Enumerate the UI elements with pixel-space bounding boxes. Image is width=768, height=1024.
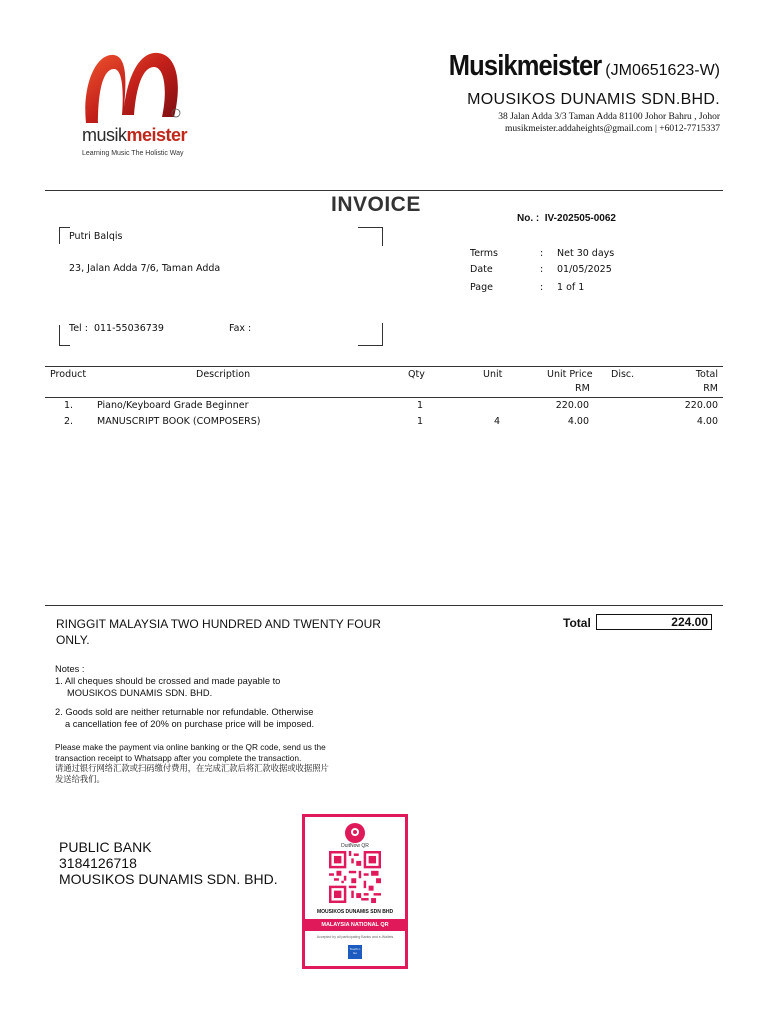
- amount-in-words: RINGGIT MALAYSIA TWO HUNDRED AND TWENTY FOUR ONLY.: [56, 617, 381, 647]
- qr-banner: MALAYSIA NATIONAL QR: [305, 919, 405, 931]
- qr-code-icon: [329, 851, 381, 903]
- meta-page-value: 1 of 1: [557, 282, 585, 293]
- bank-name: PUBLIC BANK: [59, 839, 152, 855]
- meta-date-label: Date: [470, 264, 493, 275]
- row-description: MANUSCRIPT BOOK (COMPOSERS): [97, 416, 261, 427]
- meta-terms-sep: :: [540, 248, 544, 259]
- col-header-unit-price: Unit Price: [547, 369, 593, 380]
- company-address-block: [498, 111, 720, 135]
- payment-instructions: Please make the payment via online banking or the QR code, send us the transaction receipt to Whatsapp after you complete the transaction. 请通过银行网络汇款或扫码缴付费用，在完成汇款后将汇款收据或收据照片 发送给我们。: [55, 742, 329, 784]
- table-header-divider: [45, 397, 723, 398]
- row-total: 4.00: [696, 416, 718, 427]
- company-contact: musikmeister.addaheights@gmail.com | +6012-7715337: [505, 124, 720, 134]
- col-header-total: Total: [695, 369, 718, 380]
- note-1: 1. All cheques should be crossed and made payable to: [55, 676, 281, 686]
- qr-fine-print: Accepted by all participating Banks and e-Wallets: [316, 935, 394, 939]
- bank-account: 3184126718: [59, 855, 137, 871]
- table-top-divider: [45, 366, 723, 367]
- col-header-description: Description: [196, 369, 251, 380]
- bank-holder: MOUSIKOS DUNAMIS SDN. BHD.: [59, 871, 278, 887]
- notes-title: Notes :: [55, 664, 85, 674]
- customer-address: 23, Jalan Adda 7/6, Taman Adda: [69, 263, 221, 274]
- meta-terms-value: Net 30 days: [557, 248, 615, 259]
- col-header-qty: Qty: [408, 369, 425, 380]
- col-header-unit-price-currency: RM: [575, 383, 590, 394]
- row-qty: 1: [417, 416, 424, 427]
- invoice-number: No. : IV-202505-0062: [517, 213, 616, 224]
- col-header-total-currency: RM: [703, 383, 718, 394]
- note-2-cont: a cancellation fee of 20% on purchase price will be imposed.: [65, 719, 315, 729]
- summary-divider: [45, 605, 723, 606]
- row-number: 1.: [64, 400, 74, 411]
- row-description: Piano/Keyboard Grade Beginner: [97, 400, 249, 411]
- notes-block: [55, 663, 314, 730]
- note-2: 2. Goods sold are neither returnable nor refundable. Otherwise: [55, 707, 314, 717]
- logo-tagline: Learning Music The Holistic Way: [82, 150, 184, 157]
- logo-wordmark: musikmeister: [82, 125, 188, 145]
- header-divider: [45, 190, 723, 191]
- qr-merchant-name: MOUSIKOS DUNAMIS SDN BHD: [316, 909, 394, 915]
- company-logo: [78, 45, 198, 163]
- row-unit-price: 4.00: [567, 416, 589, 427]
- duitnow-label: DuitNow QR: [341, 843, 369, 849]
- bracket-top-right: [358, 227, 383, 246]
- meta-date-value: 01/05/2025: [557, 264, 612, 275]
- col-header-product: Product: [50, 369, 87, 380]
- meta-date-sep: :: [540, 264, 544, 275]
- total-amount: 224.00: [596, 614, 712, 630]
- row-unit: 4: [494, 416, 501, 427]
- note-1-cont: MOUSIKOS DUNAMIS SDN. BHD.: [67, 688, 213, 698]
- meta-page-sep: :: [540, 282, 544, 293]
- company-name: MOUSIKOS DUNAMIS SDN.BHD.: [467, 91, 720, 108]
- row-unit-price: 220.00: [555, 400, 589, 411]
- customer-tel: Tel : 011-55036739: [69, 323, 164, 334]
- duitnow-logo-icon: [345, 823, 365, 843]
- meta-terms-label: Terms: [470, 248, 498, 259]
- duitnow-qr-card: [302, 814, 408, 969]
- bracket-bottom-right: [358, 323, 383, 346]
- customer-fax: Fax :: [229, 323, 252, 334]
- row-qty: 1: [417, 400, 424, 411]
- company-address: 38 Jalan Adda 3/3 Taman Adda 81100 Johor Bahru , Johor: [498, 112, 720, 122]
- bank-details: [59, 839, 278, 887]
- customer-name: Putri Balqis: [69, 231, 123, 242]
- col-header-disc: Disc.: [611, 369, 635, 380]
- brand-name: Musikmeister: [448, 50, 602, 82]
- row-number: 2.: [64, 416, 74, 427]
- touch-n-go-badge-icon: Touch n Go: [348, 945, 362, 959]
- brand-registration: (JM0651623-W): [605, 62, 720, 79]
- meta-page-label: Page: [470, 282, 493, 293]
- col-header-unit: Unit: [483, 369, 503, 380]
- total-label: Total: [563, 616, 591, 630]
- row-total: 220.00: [684, 400, 718, 411]
- musikmeister-m-logo-icon: [78, 45, 188, 127]
- brand-heading: [428, 50, 720, 83]
- invoice-title: INVOICE: [331, 193, 421, 216]
